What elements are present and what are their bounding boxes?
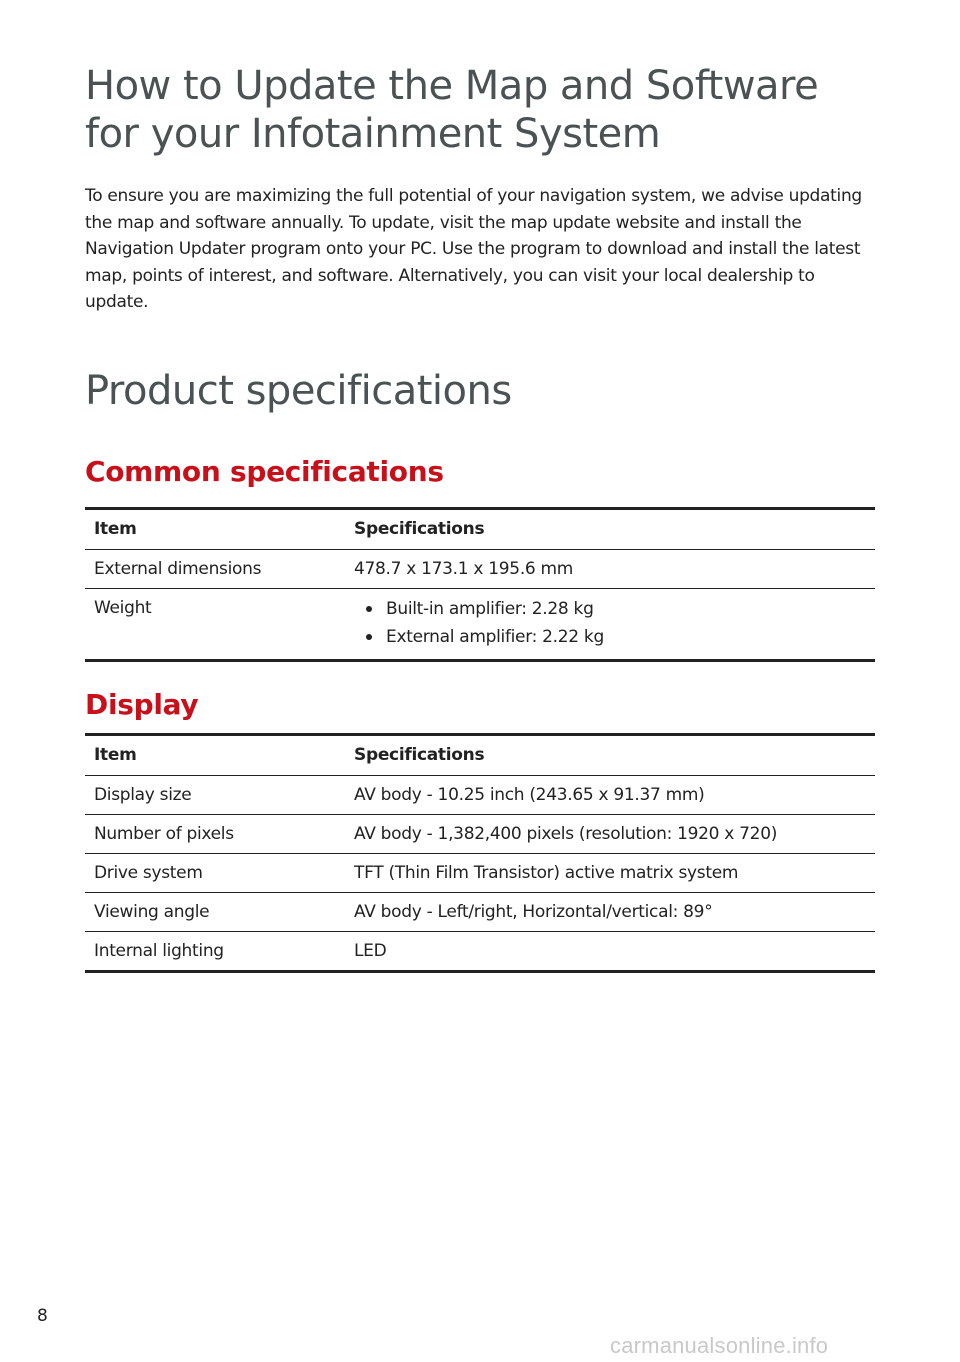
- row-item: Internal lighting: [85, 932, 345, 972]
- table-row: [85, 589, 875, 661]
- row-item: Viewing angle: [85, 893, 345, 932]
- row-item: Weight: [85, 589, 345, 661]
- row-item: Number of pixels: [85, 815, 345, 854]
- bullet-icon: [366, 606, 372, 612]
- table-row: [85, 815, 875, 854]
- common-specifications-table: [85, 507, 875, 662]
- table-row: [85, 893, 875, 932]
- row-spec: LED: [345, 932, 875, 972]
- update-section-title: How to Update the Map and Software for your Infotainment System: [85, 63, 819, 157]
- bullet-icon: [366, 634, 372, 640]
- row-spec: AV body - Left/right, Horizontal/vertical: 89°: [345, 893, 875, 932]
- row-spec-list: [345, 589, 875, 661]
- bullet-text: External amplifier: 2.22 kg: [386, 627, 604, 647]
- row-item: Drive system: [85, 854, 345, 893]
- row-spec: TFT (Thin Film Transistor) active matrix system: [345, 854, 875, 893]
- display-specifications-table: [85, 733, 875, 973]
- row-spec: AV body - 10.25 inch (243.65 x 91.37 mm): [345, 776, 875, 815]
- update-section-body: To ensure you are maximizing the full potential of your navigation system, we advise updating the map and software annually. To update, visit the map update website and install the Navigation Updater program onto your PC. Use the program to download and install the latest map, points of interest, and software. Alternatively, you can visit your local dealership to update.: [85, 186, 862, 312]
- table-header-row: [85, 735, 875, 776]
- table-row: [85, 776, 875, 815]
- page-number: 8: [37, 1306, 48, 1326]
- table-row: [85, 550, 875, 589]
- row-item: External dimensions: [85, 550, 345, 589]
- list-item: [354, 623, 875, 651]
- row-spec: 478.7 x 173.1 x 195.6 mm: [345, 550, 875, 589]
- column-header-specifications: Specifications: [345, 509, 875, 550]
- column-header-item: Item: [85, 509, 345, 550]
- watermark: carmanualsonline.info: [610, 1333, 829, 1358]
- table-row: [85, 854, 875, 893]
- column-header-specifications: Specifications: [345, 735, 875, 776]
- list-item: [354, 595, 875, 623]
- table-header-row: [85, 509, 875, 550]
- row-item: Display size: [85, 776, 345, 815]
- column-header-item: Item: [85, 735, 345, 776]
- bullet-list: [354, 589, 875, 659]
- common-specifications-heading: Common specifications: [85, 455, 444, 488]
- row-spec: AV body - 1,382,400 pixels (resolution: 1920 x 720): [345, 815, 875, 854]
- table-row: [85, 932, 875, 972]
- display-heading: Display: [85, 688, 199, 721]
- product-specifications-title: Product specifications: [85, 368, 512, 414]
- bullet-text: Built-in amplifier: 2.28 kg: [386, 599, 594, 619]
